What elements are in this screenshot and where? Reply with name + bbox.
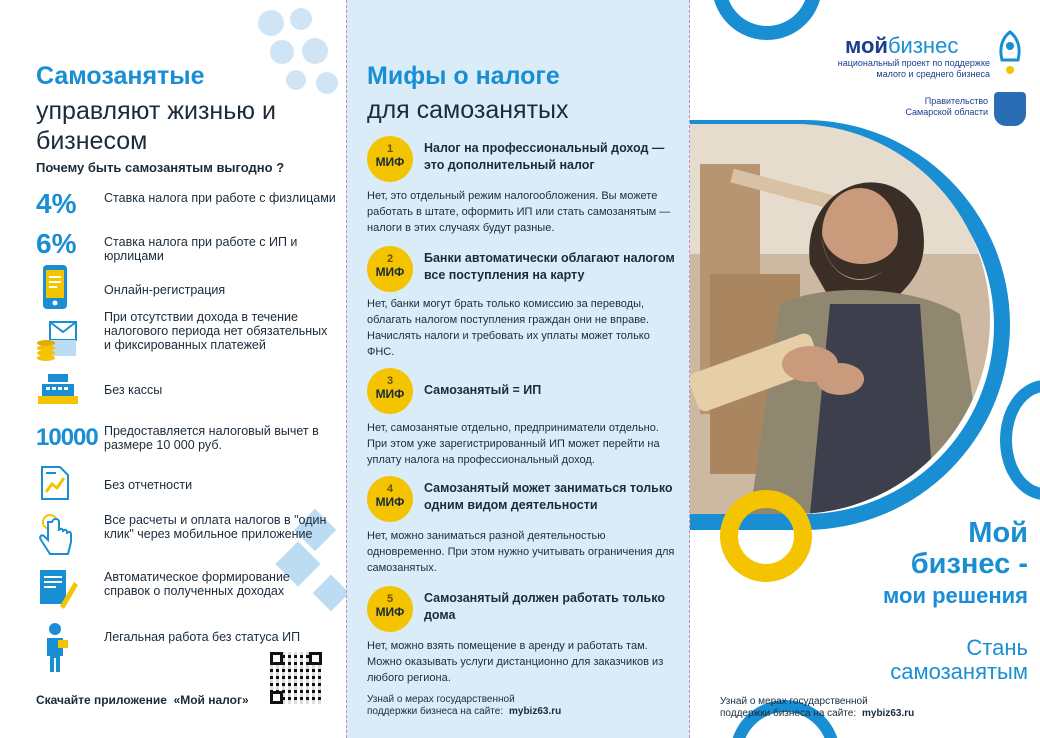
coins-envelope-icon — [36, 318, 78, 362]
slogan-line: бизнес - — [910, 548, 1028, 580]
middle-title-bold: Мифы о налоге — [367, 62, 560, 90]
footer-site-link[interactable]: mybiz63.ru — [509, 706, 562, 717]
benefit-row — [36, 510, 336, 560]
government-label: Правительство Самарской области — [905, 96, 988, 117]
myth-body: Нет, можно заниматься разной деятельностью одновременно. При этом нужно учитывать ограничения для самозанятых. — [367, 530, 675, 574]
myth-block — [367, 136, 677, 246]
myth-badge: 5 МИФ — [367, 586, 413, 632]
benefit-mark: 4% — [36, 188, 77, 219]
benefit-text: Без отчетности — [104, 478, 193, 492]
decor-dot — [316, 72, 338, 94]
benefit-row — [36, 228, 336, 263]
myth-block — [367, 246, 677, 364]
benefit-text: Онлайн-регистрация — [104, 283, 226, 297]
deduction-icon — [36, 424, 98, 452]
decor-dot — [270, 40, 294, 64]
myth-body: Нет, это отдельный режим налогообложения. Вы можете работать в штате, оформить ИП или стать самозанятым — налоги в этих случаях будут разные. — [367, 190, 671, 234]
decor-dot — [302, 38, 328, 64]
myth-badge: 4 МИФ — [367, 476, 413, 522]
cta-line: самозанятым — [890, 659, 1028, 684]
myth-badge: 2 МИФ — [367, 246, 413, 292]
smartphone-icon — [42, 264, 68, 310]
benefit-text: При отсутствии дохода в течение налогового периода нет обязательных и фиксированных платежей — [104, 310, 328, 352]
benefit-row — [36, 264, 336, 310]
benefit-mark: 10000 — [36, 424, 98, 451]
benefit-text: Предоставляется налоговый вычет в размере 10 000 руб. — [104, 424, 319, 452]
benefit-row — [36, 420, 336, 460]
middle-title-rest: для самозанятых — [367, 96, 569, 124]
benefit-text: Автоматическое формирование справок о полученных доходах — [104, 570, 290, 598]
app-name: «Мой налог» — [173, 693, 249, 707]
benefit-text: Ставка налога при работе с ИП и юрлицами — [104, 235, 298, 263]
decor-ring — [1000, 380, 1040, 500]
left-title-rest: управляют жизнью и бизнесом — [36, 97, 276, 155]
benefit-mark: 6% — [36, 228, 77, 259]
myth-block — [367, 586, 677, 690]
logo-text: мойбизнес — [845, 33, 959, 58]
myth-heading: Самозанятый = ИП — [424, 383, 542, 397]
why-heading: Почему быть самозанятым выгодно ? — [36, 160, 285, 175]
myth-heading: Банки автоматически облагают налогом все поступления на карту — [424, 251, 675, 282]
logo-subtitle: национальный проект по поддержке малого и среднего бизнеса — [837, 58, 990, 79]
benefit-text: Все расчеты и оплата налогов в "один клик" через мобильное приложение — [104, 513, 327, 541]
coat-of-arms-icon — [994, 92, 1026, 126]
cta-line: Стань — [966, 635, 1028, 660]
left-panel — [0, 0, 346, 738]
benefit-row — [36, 372, 336, 408]
decor-yellow-ring — [720, 490, 812, 582]
benefit-text: Ставка налога при работе с физлицами — [104, 191, 336, 205]
myth-heading: Налог на профессиональный доход — это дополнительный налог — [424, 141, 665, 172]
myth-heading: Самозанятый должен работать только дома — [424, 591, 665, 622]
right-footer — [720, 696, 915, 720]
app-prefix: Скачайте приложение — [36, 693, 167, 707]
benefit-row — [36, 188, 336, 220]
app-download-label — [36, 693, 249, 707]
decor-dot — [258, 10, 284, 36]
document-pen-icon — [38, 568, 78, 612]
myth-block — [367, 476, 677, 580]
myth-body: Нет, банки могут брать только комиссию за переводы, облагать налогом поступления граждан они не вправе. Начислять налоги и требовать их уплаты может только ФНС. — [367, 298, 650, 358]
decor-ring — [712, 0, 822, 40]
footer-site-link[interactable]: mybiz63.ru — [862, 708, 915, 719]
footer-text: Узнай о мерах государственной поддержки бизнеса на сайте: — [720, 696, 868, 719]
decor-dot — [286, 70, 306, 90]
benefit-row — [36, 310, 336, 368]
person-badge-icon — [44, 622, 70, 672]
benefit-row — [36, 568, 336, 614]
myth-block — [367, 368, 677, 472]
slogan-line: мои решения — [883, 583, 1028, 608]
benefit-text: Легальная работа без статуса ИП — [104, 630, 301, 644]
cash-register-icon — [38, 372, 78, 406]
left-title-bold: Самозанятые — [36, 62, 205, 90]
myth-badge: 3 МИФ — [367, 368, 413, 414]
myth-body: Нет, можно взять помещение в аренду и работать там. Можно оказывать услуги дистанционно для заказчиков из любого региона. — [367, 640, 664, 684]
decor-dot — [290, 8, 312, 30]
benefit-row — [36, 466, 336, 500]
rocket-logo-icon — [996, 30, 1024, 76]
footer-text: Узнай о мерах государственной поддержки бизнеса на сайте: — [367, 694, 515, 717]
myth-badge: 1 МИФ — [367, 136, 413, 182]
tap-hand-icon — [38, 514, 74, 558]
qr-code[interactable] — [270, 652, 322, 704]
myth-heading: Самозанятый может заниматься только одним видом деятельности — [424, 481, 673, 512]
right-panel — [690, 0, 1040, 738]
middle-panel — [346, 0, 690, 738]
myth-body: Нет, самозанятые отдельно, предприниматели отдельно. При этом уже зарегистрированный ИП может перейти на уплату налога на профессиональный доход. — [367, 422, 660, 466]
benefit-text: Без кассы — [104, 383, 163, 397]
slogan-line: Мой — [968, 517, 1028, 549]
report-document-icon — [40, 466, 70, 500]
slogan — [883, 518, 1028, 611]
middle-footer — [367, 694, 562, 718]
call-to-action — [890, 636, 1028, 684]
